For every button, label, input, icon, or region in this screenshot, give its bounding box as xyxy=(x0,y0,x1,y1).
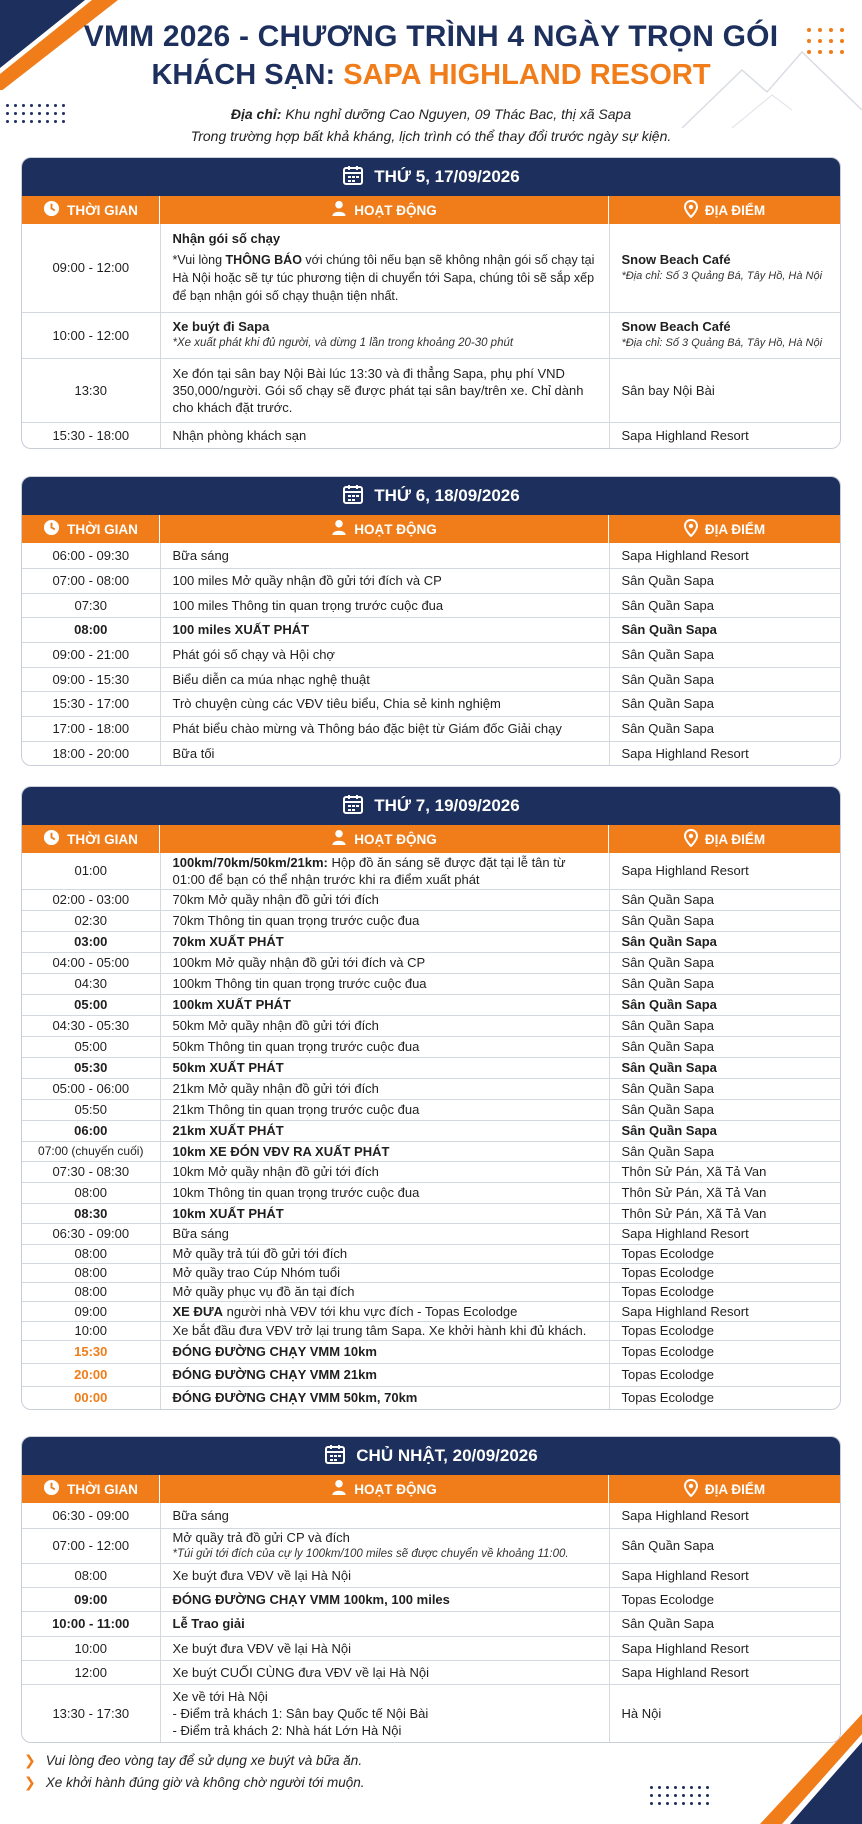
column-header-time: THỜI GIAN xyxy=(22,825,160,853)
schedule-row xyxy=(22,1386,840,1409)
address-line xyxy=(0,104,862,124)
person-icon xyxy=(331,200,347,220)
activity-cell: 50km XUẤT PHÁT xyxy=(160,1057,609,1078)
chevron-right-icon: ❯ xyxy=(24,1751,36,1768)
day-header xyxy=(22,1437,840,1475)
activity-cell: ĐÓNG ĐƯỜNG CHẠY VMM 21km xyxy=(160,1363,609,1386)
location-cell: Sân Quần Sapa xyxy=(609,1078,840,1099)
activity-cell: 100 miles XUẤT PHÁT xyxy=(160,617,609,642)
time-cell: 09:00 - 21:00 xyxy=(22,642,160,667)
day-section xyxy=(21,786,841,1410)
time-cell: 09:00 - 12:00 xyxy=(22,224,160,312)
activity-bold-prefix: XE ĐƯA xyxy=(172,1303,224,1319)
column-header-row xyxy=(22,825,840,853)
dot-pattern-decoration xyxy=(650,1786,709,1805)
activity-cell: 70km Mở quầy nhận đồ gửi tới đích xyxy=(160,889,609,910)
column-header-row xyxy=(22,515,840,543)
time-cell: 07:30 xyxy=(22,593,160,617)
time-cell: 07:00 - 08:00 xyxy=(22,568,160,593)
address-label: Địa chỉ: xyxy=(230,106,282,122)
location-cell xyxy=(609,224,840,312)
schedule-row xyxy=(22,1321,840,1340)
activity-cell: 100km Mở quầy nhận đồ gửi tới đích và CP xyxy=(160,952,609,973)
schedule-row xyxy=(22,931,840,952)
location-cell: Topas Ecolodge xyxy=(609,1321,840,1340)
time-cell: 05:30 xyxy=(22,1057,160,1078)
location-cell: Topas Ecolodge xyxy=(609,1340,840,1363)
time-cell: 05:50 xyxy=(22,1099,160,1120)
activity-note: *Xe xuất phát khi đủ người, và dừng 1 lần trong khoảng 20-30 phút xyxy=(172,337,514,349)
time-cell: 10:00 - 11:00 xyxy=(22,1611,160,1636)
activity-text: người nhà VĐV tới khu vực đích - Topas Ecolodge xyxy=(223,1303,518,1319)
time-cell: 06:00 xyxy=(22,1120,160,1141)
time-cell: 17:00 - 18:00 xyxy=(22,716,160,741)
location-cell: Sân Quần Sapa xyxy=(609,994,840,1015)
location-cell: Sân Quần Sapa xyxy=(609,1528,840,1563)
calendar-icon xyxy=(342,793,364,820)
schedule-row xyxy=(22,1203,840,1223)
schedule-row xyxy=(22,1263,840,1282)
schedule-row xyxy=(22,593,840,617)
schedule-row xyxy=(22,952,840,973)
schedule-row xyxy=(22,1161,840,1182)
location-cell: Topas Ecolodge xyxy=(609,1363,840,1386)
schedule-row xyxy=(22,1611,840,1636)
schedule-row xyxy=(22,889,840,910)
schedule-row xyxy=(22,910,840,931)
column-header-activity: HOẠT ĐỘNG xyxy=(160,825,609,853)
column-header-location: ĐỊA ĐIỂM xyxy=(609,1475,840,1503)
activity-cell: Xe buýt đưa VĐV về lại Hà Nội xyxy=(160,1563,609,1587)
schedule-row xyxy=(22,1636,840,1660)
location-cell: Thôn Sử Pán, Xã Tả Van xyxy=(609,1203,840,1223)
time-cell: 04:30 - 05:30 xyxy=(22,1015,160,1036)
activity-cell: Mở quầy phục vụ đồ ăn tại đích xyxy=(160,1282,609,1301)
page-title: VMM 2026 - CHƯƠNG TRÌNH 4 NGÀY TRỌN GÓI xyxy=(83,20,779,53)
location-name: Snow Beach Café xyxy=(621,251,731,267)
schedule-row xyxy=(22,973,840,994)
schedule-row xyxy=(22,1301,840,1321)
day-section xyxy=(21,1436,841,1743)
column-header-activity: HOẠT ĐỘNG xyxy=(160,1475,609,1503)
activity-cell xyxy=(160,312,609,358)
activity-note: *Túi gửi tới đích của cự ly 100km/100 miles sẽ được chuyển về khoảng 11:00. xyxy=(172,1547,569,1560)
location-cell: Sapa Highland Resort xyxy=(609,853,840,889)
time-cell: 09:00 xyxy=(22,1587,160,1611)
schedule-row xyxy=(22,1684,840,1742)
schedule-row xyxy=(22,1660,840,1684)
activity-cell: Xe buýt đưa VĐV về lại Hà Nội xyxy=(160,1636,609,1660)
person-icon xyxy=(331,829,347,849)
activity-cell: 21km Mở quầy nhận đồ gửi tới đích xyxy=(160,1078,609,1099)
location-cell: Sân Quần Sapa xyxy=(609,716,840,741)
time-cell: 03:00 xyxy=(22,931,160,952)
activity-cell: ĐÓNG ĐƯỜNG CHẠY VMM 100km, 100 miles xyxy=(160,1587,609,1611)
location-cell: Sân Quần Sapa xyxy=(609,1611,840,1636)
time-cell: 08:00 xyxy=(22,1182,160,1203)
location-cell: Sapa Highland Resort xyxy=(621,427,749,443)
hotel-name: SAPA HIGHLAND RESORT xyxy=(343,59,711,91)
time-cell: 13:30 - 17:30 xyxy=(22,1684,160,1742)
activity-cell: Mở quầy trả túi đồ gửi tới đích xyxy=(160,1244,609,1263)
location-cell: Sapa Highland Resort xyxy=(609,1563,840,1587)
time-cell: 07:30 - 08:30 xyxy=(22,1161,160,1182)
schedule-row xyxy=(22,312,840,358)
person-icon xyxy=(331,519,347,539)
location-cell: Sapa Highland Resort xyxy=(609,1503,840,1528)
schedule-row xyxy=(22,1363,840,1386)
time-cell: 05:00 xyxy=(22,994,160,1015)
day-section xyxy=(21,157,841,449)
time-cell: 12:00 xyxy=(22,1660,160,1684)
activity-cell: 10km Mở quầy nhận đồ gửi tới đích xyxy=(160,1161,609,1182)
activity-cell: 10km XE ĐÓN VĐV RA XUẤT PHÁT xyxy=(160,1141,609,1161)
schedule-row xyxy=(22,1057,840,1078)
calendar-icon xyxy=(342,164,364,191)
clock-icon xyxy=(43,200,60,220)
location-cell: Sapa Highland Resort xyxy=(609,1636,840,1660)
activity-cell: Bữa sáng xyxy=(160,543,609,568)
location-cell: Thôn Sử Pán, Xã Tả Van xyxy=(609,1161,840,1182)
location-pin-icon xyxy=(684,200,698,221)
time-cell: 07:00 - 12:00 xyxy=(22,1528,160,1563)
location-pin-icon xyxy=(684,829,698,850)
time-cell: 10:00 xyxy=(22,1636,160,1660)
column-header-row xyxy=(22,196,840,224)
activity-cell: 10km Thông tin quan trọng trước cuộc đua xyxy=(160,1182,609,1203)
location-cell: Sân Quần Sapa xyxy=(609,642,840,667)
schedule-row xyxy=(22,1015,840,1036)
location-cell: Sân Quần Sapa xyxy=(609,1141,840,1161)
activity-subline: - Điểm trả khách 2: Nhà hát Lớn Hà Nội xyxy=(172,1722,402,1738)
activity-text: Hộp đồ ăn sáng sẽ được đặt tại lễ tân từ 01:00 để bạn có thể nhận trước khi ra điểm xuất phát xyxy=(172,854,566,887)
column-header-time: THỜI GIAN xyxy=(22,515,160,543)
location-cell: Sapa Highland Resort xyxy=(609,1660,840,1684)
schedule-row xyxy=(22,1141,840,1161)
activity-cell: 10km XUẤT PHÁT xyxy=(160,1203,609,1223)
activity-cell: 50km Mở quầy nhận đồ gửi tới đích xyxy=(160,1015,609,1036)
schedule-row xyxy=(22,741,840,765)
location-cell: Sân Quần Sapa xyxy=(609,931,840,952)
day-header xyxy=(22,477,840,515)
location-cell: Topas Ecolodge xyxy=(609,1282,840,1301)
time-cell: 10:00 - 12:00 xyxy=(22,312,160,358)
time-cell: 06:30 - 09:00 xyxy=(22,1503,160,1528)
location-cell: Topas Ecolodge xyxy=(609,1587,840,1611)
column-header-activity: HOẠT ĐỘNG xyxy=(160,515,609,543)
day-section xyxy=(21,476,841,766)
location-cell: Sân Quần Sapa xyxy=(609,889,840,910)
activity-cell: Phát gói số chạy và Hội chợ xyxy=(160,642,609,667)
activity-cell: 70km XUẤT PHÁT xyxy=(160,931,609,952)
footnote-item: ❯ Vui lòng đeo vòng tay để sử dụng xe buýt và bữa ăn. xyxy=(24,1751,363,1768)
schedule-row xyxy=(22,1182,840,1203)
footnotes xyxy=(24,1749,365,1793)
schedule-row xyxy=(22,568,840,593)
time-cell: 08:00 xyxy=(22,1244,160,1263)
schedule-row xyxy=(22,691,840,716)
schedule-row xyxy=(22,1340,840,1363)
schedule-table xyxy=(22,543,840,765)
time-cell: 09:00 xyxy=(22,1301,160,1321)
schedule-row xyxy=(22,853,840,889)
footnote-item: ❯ Xe khởi hành đúng giờ và không chờ người tới muộn. xyxy=(24,1773,365,1790)
page-subtitle xyxy=(0,56,862,94)
time-cell: 15:30 - 18:00 xyxy=(22,422,160,448)
location-cell: Sân Quần Sapa xyxy=(609,691,840,716)
schedule-row xyxy=(22,422,840,448)
location-pin-icon xyxy=(684,519,698,540)
disclaimer: Trong trường hợp bất khả kháng, lịch trình có thể thay đổi trước ngày sự kiện. xyxy=(190,128,672,144)
column-header-activity: HOẠT ĐỘNG xyxy=(160,196,609,224)
schedule-row xyxy=(22,1099,840,1120)
location-cell: Thôn Sử Pán, Xã Tả Van xyxy=(609,1182,840,1203)
time-cell: 08:30 xyxy=(22,1203,160,1223)
day-header xyxy=(22,158,840,196)
column-header-row xyxy=(22,1475,840,1503)
activity-cell: Xe buýt CUỐI CÙNG đưa VĐV về lại Hà Nội xyxy=(160,1660,609,1684)
location-cell: Sân Quần Sapa xyxy=(609,568,840,593)
schedule-table xyxy=(22,853,840,1409)
schedule-row xyxy=(22,1528,840,1563)
schedule-row xyxy=(22,1244,840,1263)
location-cell: Sân Quần Sapa xyxy=(609,1057,840,1078)
schedule-row xyxy=(22,543,840,568)
activity-cell xyxy=(160,1684,609,1742)
schedule-row xyxy=(22,1503,840,1528)
clock-icon xyxy=(43,829,60,849)
location-cell xyxy=(609,312,840,358)
time-cell: 02:30 xyxy=(22,910,160,931)
activity-cell: Xe bắt đầu đưa VĐV trở lại trung tâm Sapa. Xe khởi hành khi đủ khách. xyxy=(160,1321,609,1340)
activity-cell xyxy=(160,1528,609,1563)
activity-text: Xe về tới Hà Nội xyxy=(172,1688,268,1704)
activity-cell xyxy=(160,224,609,312)
schedule-row xyxy=(22,358,840,422)
activity-cell: Mở quầy trao Cúp Nhóm tuổi xyxy=(160,1263,609,1282)
location-name: Snow Beach Café xyxy=(621,319,731,334)
location-cell: Topas Ecolodge xyxy=(609,1263,840,1282)
activity-cell xyxy=(160,853,609,889)
activity-cell: Bữa sáng xyxy=(160,1503,609,1528)
schedule-row xyxy=(22,224,840,312)
time-cell: 08:00 xyxy=(22,617,160,642)
location-cell: Sân Quần Sapa xyxy=(609,1099,840,1120)
location-cell: Sân Quần Sapa xyxy=(609,973,840,994)
time-cell: 08:00 xyxy=(22,1282,160,1301)
location-cell: Topas Ecolodge xyxy=(609,1244,840,1263)
schedule-row xyxy=(22,994,840,1015)
time-cell: 06:00 - 09:30 xyxy=(22,543,160,568)
activity-cell: ĐÓNG ĐƯỜNG CHẠY VMM 50km, 70km xyxy=(160,1386,609,1409)
time-cell: 10:00 xyxy=(22,1321,160,1340)
schedule-row xyxy=(22,1078,840,1099)
location-cell: Sapa Highland Resort xyxy=(621,745,749,761)
column-header-time: THỜI GIAN xyxy=(22,196,160,224)
time-cell: 18:00 - 20:00 xyxy=(22,741,160,765)
activity-cell: Xe đón tại sân bay Nội Bài lúc 13:30 và đi thẳng Sapa, phụ phí VND 350,000/người. Gói số chạy sẽ được phát tại sân bay/trên xe. Chỉ dành cho khách đặt trước. xyxy=(160,358,609,422)
person-icon xyxy=(331,1479,347,1499)
time-cell: 05:00 - 06:00 xyxy=(22,1078,160,1099)
location-cell: Sapa Highland Resort xyxy=(609,1223,840,1244)
time-cell: 13:30 xyxy=(22,358,160,422)
time-cell: 05:00 xyxy=(22,1036,160,1057)
location-cell: Topas Ecolodge xyxy=(621,1390,715,1406)
time-cell: 08:00 xyxy=(22,1263,160,1282)
column-header-location: ĐỊA ĐIỂM xyxy=(609,515,840,543)
time-cell: 08:00 xyxy=(22,1563,160,1587)
activity-cell: 50km Thông tin quan trọng trước cuộc đua xyxy=(160,1036,609,1057)
schedule-row xyxy=(22,1120,840,1141)
activity-cell xyxy=(160,1301,609,1321)
column-header-time: THỜI GIAN xyxy=(22,1475,160,1503)
schedule-table xyxy=(22,224,840,448)
page-header xyxy=(0,18,862,146)
location-cell: Sân Quần Sapa xyxy=(609,952,840,973)
day-title: THỨ 6, 18/09/2026 xyxy=(374,486,520,505)
location-cell: Sân Quần Sapa xyxy=(609,1036,840,1057)
calendar-icon xyxy=(324,1443,346,1470)
activity-cell: 100km Thông tin quan trọng trước cuộc đua xyxy=(160,973,609,994)
time-cell: 01:00 xyxy=(22,853,160,889)
activity-cell: Trò chuyện cùng các VĐV tiêu biểu, Chia sẻ kinh nghiệm xyxy=(160,691,609,716)
activity-cell: ĐÓNG ĐƯỜNG CHẠY VMM 10km xyxy=(160,1340,609,1363)
location-cell: Sân Quần Sapa xyxy=(609,593,840,617)
schedule-row xyxy=(22,642,840,667)
activity-cell: Bữa sáng xyxy=(160,1223,609,1244)
location-cell: Sân Quần Sapa xyxy=(609,617,840,642)
schedule-row xyxy=(22,667,840,691)
activity-title: Nhận gói số chạy xyxy=(172,231,281,247)
location-note: *Địa chỉ: Số 3 Quảng Bá, Tây Hồ, Hà Nội xyxy=(621,269,823,282)
time-cell: 06:30 - 09:00 xyxy=(22,1223,160,1244)
schedule-row xyxy=(22,716,840,741)
activity-cell: 100km XUẤT PHÁT xyxy=(160,994,609,1015)
activity-title: Xe buýt đi Sapa xyxy=(172,319,270,334)
activity-title: Mở quầy trả đồ gửi CP và đích xyxy=(172,1529,350,1545)
activity-cell: 21km XUẤT PHÁT xyxy=(160,1120,609,1141)
schedule-row xyxy=(22,1036,840,1057)
time-cell: 09:00 - 15:30 xyxy=(22,667,160,691)
time-cell: 02:00 - 03:00 xyxy=(22,889,160,910)
location-cell: Sân Quần Sapa xyxy=(609,1015,840,1036)
day-title: THỨ 5, 17/09/2026 xyxy=(374,167,520,186)
day-title: CHỦ NHẬT, 20/09/2026 xyxy=(356,1446,538,1465)
location-cell: Sân Quần Sapa xyxy=(609,667,840,691)
activity-cell: 70km Thông tin quan trọng trước cuộc đua xyxy=(160,910,609,931)
activity-cell: 21km Thông tin quan trọng trước cuộc đua xyxy=(160,1099,609,1120)
activity-cell: 100 miles Mở quầy nhận đồ gửi tới đích và CP xyxy=(160,568,609,593)
location-cell: Hà Nội xyxy=(621,1705,662,1721)
location-cell: Sân bay Nội Bài xyxy=(609,358,840,422)
column-header-location: ĐỊA ĐIỂM xyxy=(609,825,840,853)
location-pin-icon xyxy=(684,1479,698,1500)
chevron-right-icon: ❯ xyxy=(24,1773,36,1790)
schedule-row xyxy=(22,1587,840,1611)
schedule-row xyxy=(22,617,840,642)
time-cell: 15:30 xyxy=(22,1340,160,1363)
column-header-location: ĐỊA ĐIỂM xyxy=(609,196,840,224)
time-cell: 07:00 (chuyến cuối) xyxy=(22,1141,160,1161)
time-cell: 00:00 xyxy=(22,1386,160,1409)
calendar-icon xyxy=(342,483,364,510)
time-cell: 04:30 xyxy=(22,973,160,994)
activity-cell: 100 miles Thông tin quan trọng trước cuộc đua xyxy=(160,593,609,617)
time-cell: 15:30 - 17:00 xyxy=(22,691,160,716)
activity-cell: Phát biểu chào mừng và Thông báo đặc biệt từ Giám đốc Giải chạy xyxy=(160,716,609,741)
schedule-table xyxy=(22,1503,840,1742)
schedule-row xyxy=(22,1223,840,1244)
time-cell: 20:00 xyxy=(22,1363,160,1386)
clock-icon xyxy=(43,519,60,539)
location-cell: Sapa Highland Resort xyxy=(609,1301,840,1321)
clock-icon xyxy=(43,1479,60,1499)
hotel-label: KHÁCH SẠN: xyxy=(151,59,344,91)
time-cell: 04:00 - 05:00 xyxy=(22,952,160,973)
location-note: *Địa chỉ: Số 3 Quảng Bá, Tây Hồ, Hà Nội xyxy=(621,337,823,349)
address-value: Khu nghỉ dưỡng Cao Nguyen, 09 Thác Bac, thị xã Sapa xyxy=(281,106,632,122)
activity-subline: - Điểm trả khách 1: Sân bay Quốc tế Nội Bài xyxy=(172,1705,429,1721)
schedule-row xyxy=(22,1563,840,1587)
activity-cell: Biểu diễn ca múa nhạc nghệ thuật xyxy=(160,667,609,691)
location-cell: Sân Quần Sapa xyxy=(609,1120,840,1141)
location-cell: Sapa Highland Resort xyxy=(609,543,840,568)
activity-cell: Lễ Trao giải xyxy=(160,1611,609,1636)
activity-note: *Vui lòng THÔNG BÁO với chúng tôi nếu bạn sẽ không nhận gói số chạy tại Hà Nội hoặc sẽ tự túc phương tiện di chuyển tới Sapa, chúng tôi sẽ sắp xếp để bạn nhận gói số chạy thuận tiện nhất. xyxy=(172,253,595,304)
activity-cell: Bữa tối xyxy=(160,741,609,765)
activity-bold-prefix: 100km/70km/50km/21km: xyxy=(172,854,328,870)
day-header xyxy=(22,787,840,825)
day-title: THỨ 7, 19/09/2026 xyxy=(374,796,520,815)
activity-cell: Nhận phòng khách sạn xyxy=(160,422,609,448)
schedule-row xyxy=(22,1282,840,1301)
location-cell: Sân Quần Sapa xyxy=(609,910,840,931)
